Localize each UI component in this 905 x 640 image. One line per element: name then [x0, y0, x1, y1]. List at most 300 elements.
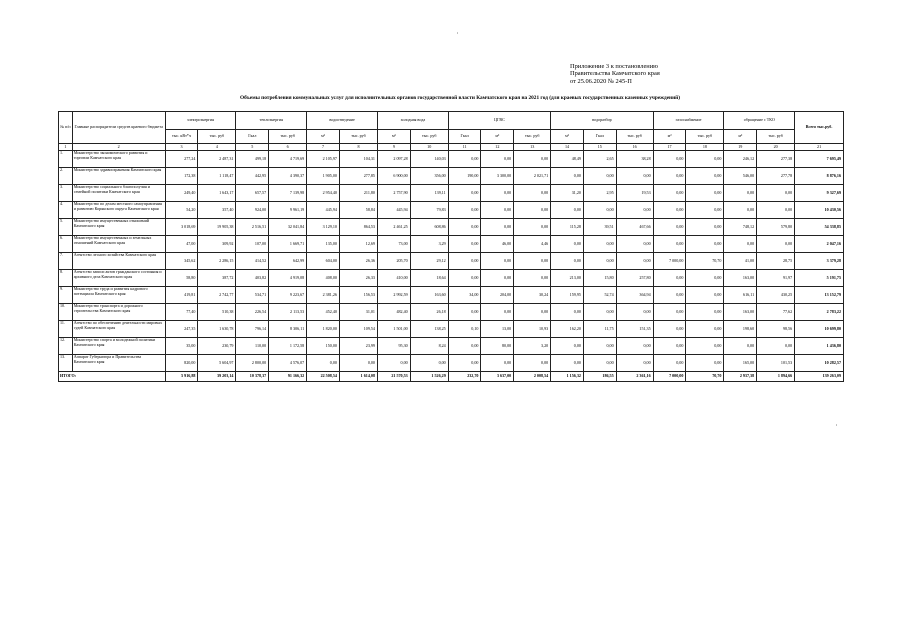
row-value: 58,80 [165, 270, 198, 287]
row-value: 642,99 [269, 253, 307, 270]
row-value: 0,00 [724, 185, 757, 202]
table-row [59, 287, 844, 304]
row-value: 277,24 [165, 151, 198, 168]
row-number: 11. [59, 321, 73, 338]
row-name: Министерство имущественных и земельных отношений Камчатского края [72, 236, 165, 253]
header-group: водоотведение [307, 112, 378, 130]
row-total: 5 191,75 [795, 270, 844, 287]
row-value: 2 461,25 [377, 219, 410, 236]
row-value: 657,57 [236, 185, 269, 202]
row-value: 115,28 [551, 219, 584, 236]
row-value: 0,00 [757, 338, 795, 355]
row-value: 77,62 [757, 304, 795, 321]
row-value: 1 630,78 [198, 321, 236, 338]
totals-value: 10 378,37 [236, 372, 269, 382]
row-name: Министерство социального благополучия и семейной политики Камчатского края [72, 185, 165, 202]
header-unit: тыс. руб [339, 130, 377, 144]
row-value: 249,40 [165, 185, 198, 202]
row-name: Министерство спорта и молодежной политики Камчатского края [72, 338, 165, 355]
header-unit: м³ [551, 130, 584, 144]
header-unit: м³ [653, 130, 686, 144]
row-value: 0,00 [653, 304, 686, 321]
row-number: 6. [59, 236, 73, 253]
row-value: 0,00 [686, 338, 724, 355]
row-value: 41,00 [724, 253, 757, 270]
row-value: 211,80 [339, 185, 377, 202]
row-value: 0,00 [339, 355, 377, 372]
row-value: 230,79 [198, 338, 236, 355]
row-value: 1 669,71 [269, 236, 307, 253]
column-index: 21 [795, 144, 844, 151]
row-value: 0,00 [377, 355, 410, 372]
row-value: 1 905,00 [307, 168, 340, 185]
scan-mark-bottom: , [836, 422, 838, 427]
row-value: 3 129,10 [307, 219, 340, 236]
row-value: 2 286,15 [198, 253, 236, 270]
column-index: 20 [757, 144, 795, 151]
row-value: 1 820,00 [307, 321, 340, 338]
row-total: 2 783,22 [795, 304, 844, 321]
row-value: 534,71 [236, 287, 269, 304]
row-value: 1 172,58 [269, 338, 307, 355]
row-value: 226,54 [236, 304, 269, 321]
table-row [59, 270, 844, 287]
row-value: 13,00 [481, 321, 514, 338]
row-value: 0,00 [686, 304, 724, 321]
row-value: 2 097,28 [377, 151, 410, 168]
table-row [59, 168, 844, 185]
row-value: 408,00 [307, 270, 340, 287]
header-unit: м³ [307, 130, 340, 144]
column-index: 14 [551, 144, 584, 151]
row-value: 0,00 [686, 168, 724, 185]
row-value: 34,00 [448, 287, 481, 304]
totals-value: 3 637,00 [481, 372, 514, 382]
row-value: 0,00 [448, 151, 481, 168]
row-value: 430,25 [757, 287, 795, 304]
row-value: 23,99 [339, 338, 377, 355]
row-value: 190,00 [448, 168, 481, 185]
row-value: 0,00 [448, 304, 481, 321]
header-unit: Гкал [448, 130, 481, 144]
row-value: 0,00 [757, 185, 795, 202]
row-value: 0,00 [551, 338, 584, 355]
row-value: 70,70 [686, 253, 724, 270]
row-value: 0,00 [686, 287, 724, 304]
row-value: 3 018,69 [165, 219, 198, 236]
row-value: 198,60 [724, 321, 757, 338]
row-value: 2 992,59 [377, 287, 410, 304]
header-unit: Гкал [583, 130, 616, 144]
row-value: 30,24 [514, 287, 551, 304]
row-total: 7 695,49 [795, 151, 844, 168]
row-number: 9. [59, 287, 73, 304]
row-value: 0,00 [616, 304, 653, 321]
row-value: 0,00 [583, 304, 616, 321]
column-index: 6 [269, 144, 307, 151]
row-value: 162,20 [551, 321, 584, 338]
row-value: 2 954,40 [307, 185, 340, 202]
row-value: 15,80 [583, 270, 616, 287]
header-row-units [59, 130, 844, 144]
row-value: 54,20 [165, 202, 198, 219]
row-value: 18,64 [410, 270, 448, 287]
row-value: 107,00 [236, 236, 269, 253]
totals-value: 1 156,32 [551, 372, 584, 382]
row-value: 364,94 [616, 287, 653, 304]
table-row [59, 185, 844, 202]
column-index: 16 [616, 144, 653, 151]
row-value: 12,69 [339, 236, 377, 253]
row-value: 0,00 [307, 355, 340, 372]
row-value: 28,75 [757, 253, 795, 270]
row-value: 0,00 [616, 338, 653, 355]
row-number: 12. [59, 338, 73, 355]
row-value: 410,00 [377, 270, 410, 287]
row-value: 0,00 [686, 219, 724, 236]
header-group: электроэнергия [165, 112, 236, 130]
column-index: 19 [724, 144, 757, 151]
row-value: 1 501,00 [377, 321, 410, 338]
row-name: Министерство труда и развития кадрового потенциала Камчатского края [72, 287, 165, 304]
row-value: 0,00 [653, 287, 686, 304]
row-value: 482,40 [377, 304, 410, 321]
column-index: 18 [686, 144, 724, 151]
row-value: 0,00 [616, 202, 653, 219]
row-value: 0,00 [481, 151, 514, 168]
row-total: 10 430,56 [795, 202, 844, 219]
row-value: 47,00 [165, 236, 198, 253]
document-title: Объемы потребления коммунальных услуг для исполнительных органов государственной власти Камчатского края на 2021 год (для краевых государственных казенных учреждений) [240, 95, 680, 101]
column-index: 3 [165, 144, 198, 151]
totals-grand-total: 139 263,09 [795, 372, 844, 382]
row-value: 510,38 [198, 304, 236, 321]
table-row [59, 236, 844, 253]
row-value: 58,84 [339, 202, 377, 219]
row-value: 9 961,19 [269, 202, 307, 219]
row-value: 604,00 [307, 253, 340, 270]
row-value: 3,29 [410, 236, 448, 253]
row-value: 445,94 [307, 202, 340, 219]
row-value: 3 300,00 [481, 168, 514, 185]
table-row [59, 321, 844, 338]
row-value: 0,00 [448, 355, 481, 372]
row-value: 277,38 [757, 151, 795, 168]
row-value: 109,54 [339, 321, 377, 338]
row-value: 924,00 [236, 202, 269, 219]
header-group: ЦГВС [448, 112, 550, 130]
totals-value: 39 203,14 [198, 372, 236, 382]
totals-value: 1 894,66 [757, 372, 795, 382]
row-value: 0,00 [514, 355, 551, 372]
row-value: 0,00 [481, 219, 514, 236]
row-value: 4 919,08 [269, 270, 307, 287]
row-value: 0,00 [616, 168, 653, 185]
row-value: 0,00 [514, 304, 551, 321]
row-value: 0,00 [481, 270, 514, 287]
column-index: 13 [514, 144, 551, 151]
totals-value: 22 508,54 [307, 372, 340, 382]
header-unit: м³ [724, 130, 757, 144]
row-value: 101,53 [757, 355, 795, 372]
row-value: 0,00 [481, 355, 514, 372]
row-value: 0,00 [653, 338, 686, 355]
row-value: 77,40 [165, 304, 198, 321]
header-unit: тыс. руб [757, 130, 795, 144]
row-value: 387,72 [198, 270, 236, 287]
row-value: 7 139,98 [269, 185, 307, 202]
header-total: Всего тыс.руб. [795, 112, 844, 144]
row-value: 46,00 [481, 236, 514, 253]
table-row [59, 202, 844, 219]
row-value: 0,00 [514, 202, 551, 219]
row-value: 19,53 [616, 185, 653, 202]
row-name: Агентство лесного хозяйства Камчатского края [72, 253, 165, 270]
row-number: 3. [59, 185, 73, 202]
row-value: 467,66 [616, 219, 653, 236]
row-value: 0,00 [551, 168, 584, 185]
header-number: № п/п [59, 112, 73, 144]
totals-value: 2 361,16 [616, 372, 653, 382]
row-value: 48,49 [551, 151, 584, 168]
row-value: 163,00 [724, 270, 757, 287]
row-value: 419,81 [165, 287, 198, 304]
row-number: 13. [59, 355, 73, 372]
row-value: 0,00 [448, 202, 481, 219]
row-value: 0,00 [481, 202, 514, 219]
column-index: 4 [198, 144, 236, 151]
row-value: 139,11 [410, 185, 448, 202]
table-row [59, 355, 844, 372]
row-value: 0,00 [724, 338, 757, 355]
row-value: 26,33 [339, 270, 377, 287]
row-value: 0,00 [653, 355, 686, 372]
row-value: 0,00 [448, 270, 481, 287]
header-unit: м³ [481, 130, 514, 144]
row-number: 5. [59, 219, 73, 236]
table-body [59, 151, 844, 382]
row-value: 2,65 [583, 151, 616, 168]
header-unit: тыс. руб [686, 130, 724, 144]
row-value: 0,00 [514, 270, 551, 287]
row-value: 138,25 [410, 321, 448, 338]
row-value: 205,70 [377, 253, 410, 270]
row-value: 0,00 [514, 185, 551, 202]
row-value: 2 381,26 [307, 287, 340, 304]
row-value: 110,00 [236, 338, 269, 355]
row-value: 0,10 [448, 321, 481, 338]
row-value: 1 643,17 [198, 185, 236, 202]
row-value: 796,14 [236, 321, 269, 338]
totals-value: 1 614,08 [339, 372, 377, 382]
row-value: 0,00 [653, 321, 686, 338]
row-value: 277,85 [339, 168, 377, 185]
row-value: 345,62 [165, 253, 198, 270]
row-value: 39,51 [583, 219, 616, 236]
row-value: 277,78 [757, 168, 795, 185]
row-value: 0,00 [653, 185, 686, 202]
row-value: 0,00 [686, 202, 724, 219]
row-value: 0,00 [583, 168, 616, 185]
row-number: 10. [59, 304, 73, 321]
column-index: 8 [339, 144, 377, 151]
row-value: 864,53 [339, 219, 377, 236]
consumption-table [58, 111, 844, 382]
appendix-line-1: Приложение 3 к постановлению [570, 63, 658, 70]
row-value: 52,74 [583, 287, 616, 304]
row-value: 257,80 [616, 270, 653, 287]
row-value: 80,00 [481, 338, 514, 355]
row-value: 0,00 [551, 355, 584, 372]
totals-value: 70,70 [686, 372, 724, 382]
row-value: 0,00 [448, 253, 481, 270]
row-value: 0,00 [653, 168, 686, 185]
row-value: 0,00 [481, 304, 514, 321]
row-value: 0,00 [448, 185, 481, 202]
row-value: 3,20 [514, 338, 551, 355]
row-value: 0,00 [724, 202, 757, 219]
column-index: 2 [72, 144, 165, 151]
scan-mark-top: , [457, 30, 459, 35]
header-unit: тыс. кВт*ч [165, 130, 198, 144]
row-value: 9 223,67 [269, 287, 307, 304]
row-name: Министерство транспорта и дорожного строительства Камчатского края [72, 304, 165, 321]
row-value: 0,00 [653, 219, 686, 236]
row-value: 150,00 [307, 338, 340, 355]
row-value: 11,75 [583, 321, 616, 338]
header-group: холодная вода [377, 112, 448, 130]
row-name: Министерство здравоохранения Камчатского края [72, 168, 165, 185]
row-total: 1 436,80 [795, 338, 844, 355]
row-value: 26,18 [410, 304, 448, 321]
row-value: 5 604,97 [198, 355, 236, 372]
header-unit: тыс. руб [514, 130, 551, 144]
row-value: 4 576,07 [269, 355, 307, 372]
row-value: 357,40 [198, 202, 236, 219]
row-value: 579,80 [757, 219, 795, 236]
row-name: Аппарат Губернатора и Правительства Камчатского края [72, 355, 165, 372]
row-name: Агентство записи актов гражданского состояния и архивного дела Камчатского края [72, 270, 165, 287]
row-value: 0,00 [686, 355, 724, 372]
row-value: 445,94 [377, 202, 410, 219]
totals-value: 21 570,53 [377, 372, 410, 382]
row-value: 546,00 [724, 168, 757, 185]
row-value: 0,00 [757, 236, 795, 253]
row-name: Министерство экономического развития и торговли Камчатского края [72, 151, 165, 168]
row-value: 4,46 [514, 236, 551, 253]
header-unit: м³ [377, 130, 410, 144]
row-value: 73,00 [377, 236, 410, 253]
row-value: 8,24 [410, 338, 448, 355]
row-total: 10 699,80 [795, 321, 844, 338]
row-value: 0,00 [653, 270, 686, 287]
totals-value: 2 937,38 [724, 372, 757, 382]
row-value: 0,00 [551, 304, 584, 321]
consumption-table-wrapper [58, 111, 844, 382]
row-value: 163,00 [724, 304, 757, 321]
row-total: 10 282,57 [795, 355, 844, 372]
column-index: 11 [448, 144, 481, 151]
totals-value: 5 916,88 [165, 372, 198, 382]
row-value: 159,95 [551, 287, 584, 304]
row-value: 213,00 [551, 270, 584, 287]
row-value: 2 021,71 [514, 168, 551, 185]
totals-value: 232,70 [448, 372, 481, 382]
row-value: 140,03 [410, 151, 448, 168]
column-index: 7 [307, 144, 340, 151]
header-unit: тыс. руб [198, 130, 236, 144]
column-index: 12 [481, 144, 514, 151]
row-value: 0,00 [724, 236, 757, 253]
row-value: 172,38 [165, 168, 198, 185]
row-value: 0,00 [481, 185, 514, 202]
row-value: 356,00 [410, 168, 448, 185]
row-value: 0,00 [448, 219, 481, 236]
row-value: 165,00 [724, 355, 757, 372]
row-number: 8. [59, 270, 73, 287]
row-value: 7 000,00 [653, 253, 686, 270]
row-value: 499,18 [236, 151, 269, 168]
row-value: 79,83 [410, 202, 448, 219]
row-value: 31,20 [551, 185, 584, 202]
row-value: 0,00 [514, 253, 551, 270]
row-value: 0,00 [551, 236, 584, 253]
row-value: 91,97 [757, 270, 795, 287]
totals-value: 91 166,32 [269, 372, 307, 382]
totals-value: 7 000,00 [653, 372, 686, 382]
header-row-groups [59, 112, 844, 130]
table-row [59, 338, 844, 355]
row-name: Министерство имущественных отношений Камчатского края [72, 219, 165, 236]
row-value: 0,00 [514, 219, 551, 236]
row-value: 0,00 [653, 151, 686, 168]
row-value: 748,12 [724, 219, 757, 236]
totals-label: ИТОГО: [59, 372, 166, 382]
table-row [59, 151, 844, 168]
header-unit: тыс. руб [410, 130, 448, 144]
row-total: 54 338,85 [795, 219, 844, 236]
header-unit: тыс. руб [616, 130, 653, 144]
row-total: 3 379,28 [795, 253, 844, 270]
row-value: 1 118,47 [198, 168, 236, 185]
row-value: 0,00 [551, 202, 584, 219]
row-value: 4 390,37 [269, 168, 307, 185]
row-value: 10,93 [514, 321, 551, 338]
row-value: 98,56 [757, 321, 795, 338]
row-value: 0,00 [686, 321, 724, 338]
column-index: 1 [59, 144, 73, 151]
column-index: 5 [236, 144, 269, 151]
row-number: 7. [59, 253, 73, 270]
row-name: Агентство по обеспечению деятельности мировых судей Камчатского края [72, 321, 165, 338]
row-value: 0,00 [583, 236, 616, 253]
column-index: 15 [583, 144, 616, 151]
row-value: 4 719,69 [269, 151, 307, 168]
row-value: 246,12 [724, 151, 757, 168]
header-row-index [59, 144, 844, 151]
row-value: 2 113,53 [269, 304, 307, 321]
row-value: 163,60 [410, 287, 448, 304]
table-row [59, 253, 844, 270]
row-value: 309,92 [198, 236, 236, 253]
row-value: 2 105,97 [307, 151, 340, 168]
column-index: 9 [377, 144, 410, 151]
row-value: 104,31 [339, 151, 377, 168]
row-value: 0,00 [583, 355, 616, 372]
header-group: теплоэнергия [236, 112, 307, 130]
row-value: 0,00 [686, 270, 724, 287]
row-name: Министерство по делам местного самоуправления и развитию Корякского округа Камчатского края [72, 202, 165, 219]
